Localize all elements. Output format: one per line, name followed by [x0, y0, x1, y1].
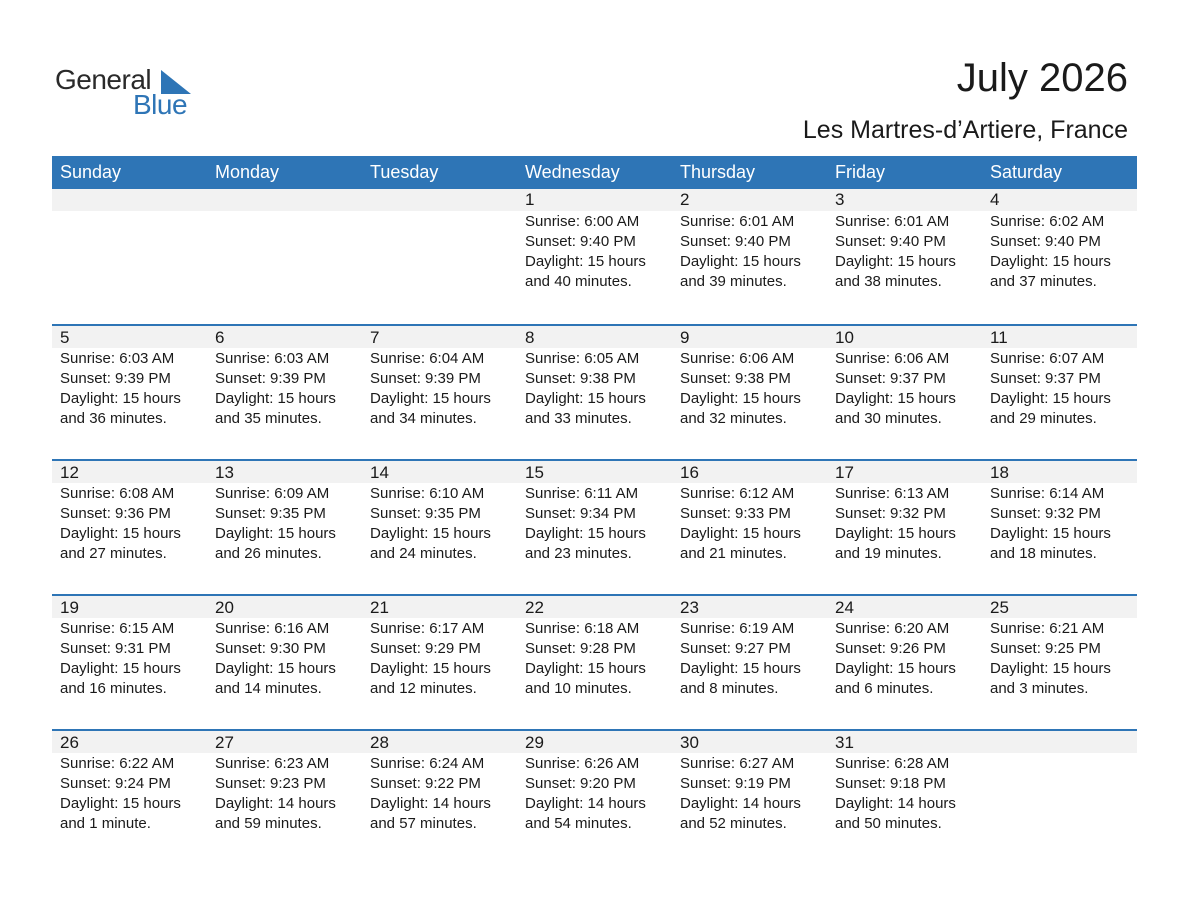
sunrise-text: Sunrise: 6:16 AM: [215, 620, 330, 637]
day-sun-info: [835, 619, 982, 699]
sunrise-text: Sunrise: 6:04 AM: [370, 350, 485, 367]
day-number: 4: [990, 190, 1000, 209]
day-number: 25: [990, 598, 1009, 617]
daylight-text: Daylight: 15 hours: [990, 390, 1111, 407]
day-sun-info: [680, 619, 827, 699]
sunset-text: Sunset: 9:27 PM: [680, 640, 791, 657]
daylight-minutes-text: and 40 minutes.: [525, 273, 632, 290]
day-number: 21: [370, 598, 389, 617]
day-sun-info: [60, 484, 207, 564]
day-cell: [362, 596, 517, 699]
sunrise-text: Sunrise: 6:06 AM: [835, 350, 950, 367]
page-title: July 2026: [956, 56, 1128, 100]
day-sun-info: [990, 619, 1137, 699]
sunrise-text: Sunrise: 6:01 AM: [835, 213, 950, 230]
daylight-minutes-text: and 10 minutes.: [525, 680, 632, 697]
daylight-text: Daylight: 15 hours: [215, 525, 336, 542]
sunrise-text: Sunrise: 6:13 AM: [835, 485, 950, 502]
day-cell: [362, 731, 517, 834]
weekday-monday: Monday: [215, 162, 280, 182]
sunrise-text: Sunrise: 6:09 AM: [215, 485, 330, 502]
day-number: 5: [60, 328, 70, 347]
day-cell: [827, 189, 982, 292]
daylight-text: Daylight: 15 hours: [835, 390, 956, 407]
daylight-text: Daylight: 15 hours: [680, 253, 801, 270]
daylight-text: Daylight: 15 hours: [990, 660, 1111, 677]
day-sun-info: [370, 484, 517, 564]
day-sun-info: [680, 754, 827, 834]
day-cell: [672, 326, 827, 429]
logo-text-general: General: [55, 64, 152, 95]
sunrise-text: Sunrise: 6:15 AM: [60, 620, 175, 637]
daylight-minutes-text: and 1 minute.: [60, 815, 151, 832]
daylight-minutes-text: and 36 minutes.: [60, 410, 167, 427]
day-cell: [207, 596, 362, 699]
daylight-minutes-text: and 57 minutes.: [370, 815, 477, 832]
day-number: 26: [60, 733, 79, 752]
week-row: [52, 324, 1137, 459]
day-number: 6: [215, 328, 225, 347]
day-number: 15: [525, 463, 544, 482]
day-sun-info: [990, 349, 1137, 429]
logo-text-blue: Blue: [133, 89, 188, 120]
day-cell: [362, 326, 517, 429]
sunset-text: Sunset: 9:34 PM: [525, 505, 636, 522]
daylight-minutes-text: and 32 minutes.: [680, 410, 787, 427]
sunrise-text: Sunrise: 6:20 AM: [835, 620, 950, 637]
day-cell: [517, 731, 672, 834]
day-cell: [672, 596, 827, 699]
logo: [55, 62, 195, 122]
day-cell: [672, 731, 827, 834]
day-sun-info: [525, 349, 672, 429]
day-cell: [517, 326, 672, 429]
weekday-sunday: Sunday: [60, 162, 122, 182]
day-cell: [52, 326, 207, 429]
sunrise-text: Sunrise: 6:14 AM: [990, 485, 1105, 502]
sunset-text: Sunset: 9:35 PM: [215, 505, 326, 522]
sunset-text: Sunset: 9:37 PM: [835, 370, 946, 387]
day-sun-info: [835, 754, 982, 834]
day-number: 13: [215, 463, 234, 482]
day-sun-info: [990, 212, 1137, 292]
daylight-text: Daylight: 15 hours: [525, 253, 646, 270]
day-number: 23: [680, 598, 699, 617]
daylight-text: Daylight: 14 hours: [680, 795, 801, 812]
sunset-text: Sunset: 9:26 PM: [835, 640, 946, 657]
day-sun-info: [525, 619, 672, 699]
sunrise-text: Sunrise: 6:26 AM: [525, 755, 640, 772]
daylight-minutes-text: and 16 minutes.: [60, 680, 167, 697]
day-number: 31: [835, 733, 854, 752]
week-row: [52, 729, 1137, 864]
weekday-thursday: Thursday: [680, 162, 756, 182]
daylight-text: Daylight: 15 hours: [60, 525, 181, 542]
sunrise-text: Sunrise: 6:03 AM: [60, 350, 175, 367]
day-number: 3: [835, 190, 845, 209]
daylight-minutes-text: and 18 minutes.: [990, 545, 1097, 562]
day-number: 30: [680, 733, 699, 752]
day-number: 12: [60, 463, 79, 482]
day-cell: [982, 189, 1137, 292]
sunset-text: Sunset: 9:24 PM: [60, 775, 171, 792]
daylight-text: Daylight: 15 hours: [835, 525, 956, 542]
sunset-text: Sunset: 9:40 PM: [990, 233, 1101, 250]
day-number: 11: [990, 328, 1008, 347]
sunrise-text: Sunrise: 6:12 AM: [680, 485, 795, 502]
day-sun-info: [525, 212, 672, 292]
sunrise-text: Sunrise: 6:23 AM: [215, 755, 330, 772]
day-number: 19: [60, 598, 79, 617]
daylight-text: Daylight: 15 hours: [835, 660, 956, 677]
sunset-text: Sunset: 9:35 PM: [370, 505, 481, 522]
daylight-text: Daylight: 15 hours: [370, 390, 491, 407]
day-cell: [827, 461, 982, 564]
daylight-minutes-text: and 52 minutes.: [680, 815, 787, 832]
day-cell: [827, 596, 982, 699]
day-cell: [827, 326, 982, 429]
sunset-text: Sunset: 9:39 PM: [215, 370, 326, 387]
day-sun-info: [370, 754, 517, 834]
sunset-text: Sunset: 9:38 PM: [680, 370, 791, 387]
sunrise-text: Sunrise: 6:17 AM: [370, 620, 485, 637]
daylight-minutes-text: and 33 minutes.: [525, 410, 632, 427]
daylight-minutes-text: and 54 minutes.: [525, 815, 632, 832]
daylight-minutes-text: and 19 minutes.: [835, 545, 942, 562]
day-sun-info: [215, 754, 362, 834]
day-sun-info: [60, 619, 207, 699]
daylight-text: Daylight: 15 hours: [835, 253, 956, 270]
sunset-text: Sunset: 9:22 PM: [370, 775, 481, 792]
sunset-text: Sunset: 9:31 PM: [60, 640, 171, 657]
day-sun-info: [680, 349, 827, 429]
day-number: 18: [990, 463, 1009, 482]
calendar-weeks: [52, 189, 1137, 864]
day-sun-info: [525, 484, 672, 564]
day-number: 27: [215, 733, 234, 752]
daylight-text: Daylight: 15 hours: [215, 390, 336, 407]
daylight-minutes-text: and 27 minutes.: [60, 545, 167, 562]
day-sun-info: [525, 754, 672, 834]
day-number: 10: [835, 328, 854, 347]
weekday-saturday: Saturday: [990, 162, 1063, 182]
day-sun-info: [60, 754, 207, 834]
day-cell: [517, 189, 672, 292]
day-cell: [207, 461, 362, 564]
daylight-minutes-text: and 6 minutes.: [835, 680, 934, 697]
daylight-text: Daylight: 15 hours: [60, 795, 181, 812]
daylight-text: Daylight: 15 hours: [525, 525, 646, 542]
sunrise-text: Sunrise: 6:03 AM: [215, 350, 330, 367]
sunrise-text: Sunrise: 6:19 AM: [680, 620, 795, 637]
day-number: 1: [525, 190, 535, 209]
day-number: 16: [680, 463, 699, 482]
location-subtitle: Les Martres-d’Artiere, France: [802, 116, 1128, 144]
day-cell: [982, 596, 1137, 699]
sunrise-text: Sunrise: 6:00 AM: [525, 213, 640, 230]
daylight-text: Daylight: 15 hours: [525, 390, 646, 407]
day-cell: [517, 596, 672, 699]
empty-day-cell: [362, 189, 517, 292]
daylight-text: Daylight: 15 hours: [680, 660, 801, 677]
day-cell: [52, 461, 207, 564]
sunrise-text: Sunrise: 6:11 AM: [525, 485, 639, 502]
daylight-text: Daylight: 15 hours: [680, 525, 801, 542]
daylight-minutes-text: and 29 minutes.: [990, 410, 1097, 427]
day-cell: [207, 731, 362, 834]
day-number: 14: [370, 463, 389, 482]
sunrise-text: Sunrise: 6:21 AM: [990, 620, 1105, 637]
daylight-text: Daylight: 14 hours: [835, 795, 956, 812]
daylight-minutes-text: and 14 minutes.: [215, 680, 322, 697]
week-row: [52, 459, 1137, 594]
day-number: 29: [525, 733, 544, 752]
sunset-text: Sunset: 9:19 PM: [680, 775, 791, 792]
daylight-text: Daylight: 15 hours: [525, 660, 646, 677]
day-sun-info: [370, 619, 517, 699]
day-cell: [517, 461, 672, 564]
day-number: 24: [835, 598, 854, 617]
day-sun-info: [990, 484, 1137, 564]
sunset-text: Sunset: 9:40 PM: [835, 233, 946, 250]
daylight-minutes-text: and 39 minutes.: [680, 273, 787, 290]
weekday-friday: Friday: [835, 162, 886, 182]
weekday-wednesday: Wednesday: [525, 162, 620, 182]
day-sun-info: [215, 349, 362, 429]
sunrise-text: Sunrise: 6:18 AM: [525, 620, 640, 637]
day-cell: [827, 731, 982, 834]
sunset-text: Sunset: 9:40 PM: [680, 233, 791, 250]
calendar: [52, 156, 1137, 864]
sunset-text: Sunset: 9:39 PM: [370, 370, 481, 387]
daylight-minutes-text: and 12 minutes.: [370, 680, 477, 697]
daylight-text: Daylight: 15 hours: [370, 660, 491, 677]
sunrise-text: Sunrise: 6:05 AM: [525, 350, 640, 367]
sunset-text: Sunset: 9:29 PM: [370, 640, 481, 657]
day-sun-info: [60, 349, 207, 429]
sunrise-text: Sunrise: 6:27 AM: [680, 755, 795, 772]
sunset-text: Sunset: 9:18 PM: [835, 775, 946, 792]
sunrise-text: Sunrise: 6:10 AM: [370, 485, 485, 502]
day-number: 20: [215, 598, 234, 617]
day-cell: [207, 326, 362, 429]
daylight-minutes-text: and 34 minutes.: [370, 410, 477, 427]
sunset-text: Sunset: 9:32 PM: [990, 505, 1101, 522]
day-cell: [52, 596, 207, 699]
day-sun-info: [215, 484, 362, 564]
day-number: 2: [680, 190, 690, 209]
sunrise-text: Sunrise: 6:24 AM: [370, 755, 485, 772]
empty-day-cell: [52, 189, 207, 292]
daylight-text: Daylight: 14 hours: [525, 795, 646, 812]
day-number: 28: [370, 733, 389, 752]
daylight-minutes-text: and 23 minutes.: [525, 545, 632, 562]
daylight-minutes-text: and 3 minutes.: [990, 680, 1089, 697]
weekday-tuesday: Tuesday: [370, 162, 439, 182]
week-row: [52, 594, 1137, 729]
day-sun-info: [835, 212, 982, 292]
daylight-minutes-text: and 24 minutes.: [370, 545, 477, 562]
daylight-text: Daylight: 15 hours: [680, 390, 801, 407]
daylight-text: Daylight: 15 hours: [215, 660, 336, 677]
sunrise-text: Sunrise: 6:07 AM: [990, 350, 1105, 367]
day-number: 7: [370, 328, 380, 347]
sunset-text: Sunset: 9:20 PM: [525, 775, 636, 792]
day-number: 9: [680, 328, 690, 347]
daylight-minutes-text: and 8 minutes.: [680, 680, 779, 697]
daylight-text: Daylight: 15 hours: [60, 660, 181, 677]
daylight-minutes-text: and 30 minutes.: [835, 410, 942, 427]
daylight-text: Daylight: 15 hours: [990, 253, 1111, 270]
day-number: 17: [835, 463, 854, 482]
day-cell: [672, 189, 827, 292]
sunset-text: Sunset: 9:32 PM: [835, 505, 946, 522]
empty-day-cell: [982, 731, 1137, 834]
daylight-text: Daylight: 14 hours: [215, 795, 336, 812]
daylight-minutes-text: and 26 minutes.: [215, 545, 322, 562]
day-cell: [362, 461, 517, 564]
daylight-minutes-text: and 35 minutes.: [215, 410, 322, 427]
sunset-text: Sunset: 9:39 PM: [60, 370, 171, 387]
sunset-text: Sunset: 9:23 PM: [215, 775, 326, 792]
sunrise-text: Sunrise: 6:28 AM: [835, 755, 950, 772]
daylight-minutes-text: and 21 minutes.: [680, 545, 787, 562]
sunrise-text: Sunrise: 6:02 AM: [990, 213, 1105, 230]
day-cell: [982, 326, 1137, 429]
daylight-text: Daylight: 15 hours: [990, 525, 1111, 542]
daylight-minutes-text: and 59 minutes.: [215, 815, 322, 832]
daylight-text: Daylight: 15 hours: [60, 390, 181, 407]
daylight-minutes-text: and 37 minutes.: [990, 273, 1097, 290]
daylight-text: Daylight: 15 hours: [370, 525, 491, 542]
sunset-text: Sunset: 9:36 PM: [60, 505, 171, 522]
day-cell: [982, 461, 1137, 564]
day-sun-info: [680, 212, 827, 292]
sunrise-text: Sunrise: 6:22 AM: [60, 755, 175, 772]
sunset-text: Sunset: 9:38 PM: [525, 370, 636, 387]
day-sun-info: [370, 349, 517, 429]
sunset-text: Sunset: 9:33 PM: [680, 505, 791, 522]
sunset-text: Sunset: 9:37 PM: [990, 370, 1101, 387]
day-number: 8: [525, 328, 535, 347]
day-sun-info: [215, 619, 362, 699]
day-number: 22: [525, 598, 544, 617]
day-cell: [52, 731, 207, 834]
daylight-minutes-text: and 50 minutes.: [835, 815, 942, 832]
sunrise-text: Sunrise: 6:01 AM: [680, 213, 795, 230]
day-cell: [672, 461, 827, 564]
week-row: [52, 189, 1137, 324]
sunset-text: Sunset: 9:28 PM: [525, 640, 636, 657]
sunset-text: Sunset: 9:30 PM: [215, 640, 326, 657]
sunset-text: Sunset: 9:40 PM: [525, 233, 636, 250]
day-sun-info: [680, 484, 827, 564]
daylight-minutes-text: and 38 minutes.: [835, 273, 942, 290]
sunrise-text: Sunrise: 6:08 AM: [60, 485, 175, 502]
sunrise-text: Sunrise: 6:06 AM: [680, 350, 795, 367]
sunset-text: Sunset: 9:25 PM: [990, 640, 1101, 657]
daylight-text: Daylight: 14 hours: [370, 795, 491, 812]
weekday-header: [52, 156, 1137, 189]
day-sun-info: [835, 349, 982, 429]
empty-day-cell: [207, 189, 362, 292]
day-sun-info: [835, 484, 982, 564]
